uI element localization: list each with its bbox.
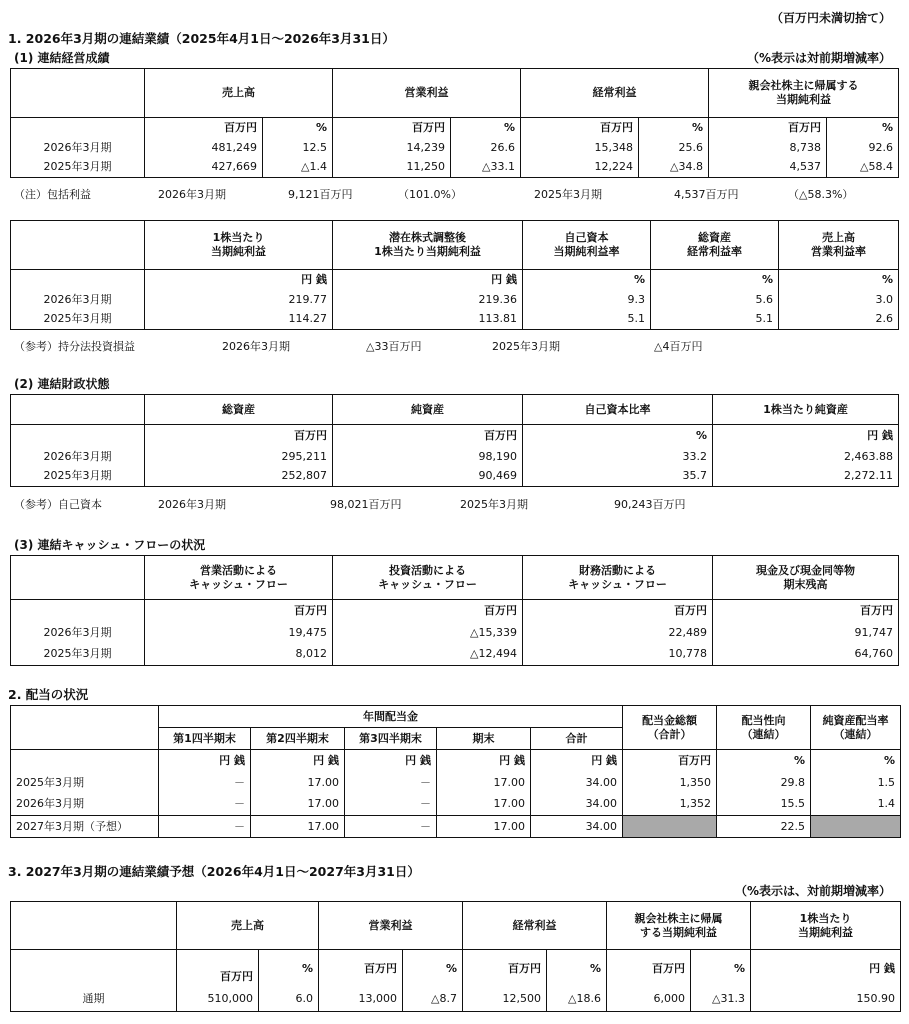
table-row bbox=[11, 290, 899, 310]
forecast-row bbox=[11, 816, 901, 838]
note-year: 2026年3月期 bbox=[222, 340, 290, 353]
unit-row bbox=[11, 118, 899, 138]
value-cell: 150.90 bbox=[751, 988, 901, 1012]
unit-row bbox=[11, 425, 899, 447]
note-year: 2026年3月期 bbox=[158, 498, 226, 511]
unit-cell: 百万円 bbox=[333, 425, 523, 447]
header-roa: 総資産 経常利益率 bbox=[651, 221, 779, 270]
note-percent: （△58.3%） bbox=[788, 188, 854, 201]
value-cell: － bbox=[159, 816, 251, 838]
unit-cell: 百万円 bbox=[607, 950, 691, 988]
value-cell: 26.6 bbox=[451, 138, 521, 158]
unit-cell: % bbox=[691, 950, 751, 988]
note-label: （注）包括利益 bbox=[14, 188, 91, 201]
value-cell: － bbox=[159, 772, 251, 794]
percent-note: （%表示は、対前期増減率） bbox=[734, 884, 891, 898]
header-q2: 第2四半期末 bbox=[251, 728, 345, 750]
unit-cell: % bbox=[651, 270, 779, 290]
value-cell: 1,352 bbox=[623, 794, 717, 816]
unit-cell: 百万円 bbox=[333, 118, 451, 138]
unit-row bbox=[11, 600, 899, 622]
note-label: （参考）自己資本 bbox=[14, 498, 102, 511]
cash-flow-table bbox=[10, 555, 899, 666]
unit-cell: 百万円 bbox=[463, 950, 547, 988]
value-cell: 33.2 bbox=[523, 447, 713, 467]
unit-cell: 百万円 bbox=[145, 118, 263, 138]
corner-cell bbox=[11, 221, 145, 270]
corner-cell bbox=[11, 69, 145, 118]
value-cell: 219.36 bbox=[333, 290, 523, 310]
unit-cell: 百万円 bbox=[623, 750, 717, 772]
value-cell: 34.00 bbox=[531, 772, 623, 794]
header-net-sales: 売上高 bbox=[177, 902, 319, 950]
header-total-assets: 総資産 bbox=[145, 395, 333, 425]
header-net-income: 親会社株主に帰属 する当期純利益 bbox=[607, 902, 751, 950]
header-eps: 1株当たり 当期純利益 bbox=[751, 902, 901, 950]
header-total: 合計 bbox=[531, 728, 623, 750]
value-cell: 13,000 bbox=[319, 988, 403, 1012]
header-investing-cf: 投資活動による キャッシュ・フロー bbox=[333, 556, 523, 600]
row-label: 2026年3月期 bbox=[11, 447, 145, 467]
value-cell: 5.6 bbox=[651, 290, 779, 310]
unit-cell: 百万円 bbox=[709, 118, 827, 138]
header-year-end: 期末 bbox=[437, 728, 531, 750]
unit-cell: 円 銭 bbox=[145, 270, 333, 290]
per-share-table bbox=[10, 220, 899, 330]
value-cell: 15.5 bbox=[717, 794, 811, 816]
value-cell: 17.00 bbox=[251, 816, 345, 838]
value-cell: 10,778 bbox=[523, 644, 713, 666]
value-cell: 3.0 bbox=[779, 290, 899, 310]
value-cell: 1.5 bbox=[811, 772, 901, 794]
value-cell: 295,211 bbox=[145, 447, 333, 467]
value-cell: 2,272.11 bbox=[713, 467, 899, 487]
value-cell: 14,239 bbox=[333, 138, 451, 158]
value-cell: 92.6 bbox=[827, 138, 899, 158]
table-row bbox=[11, 447, 899, 467]
value-cell: － bbox=[345, 772, 437, 794]
unit-note: （百万円未満切捨て） bbox=[770, 11, 891, 25]
note-year: 2025年3月期 bbox=[534, 188, 602, 201]
table-row bbox=[11, 310, 899, 330]
shaded-cell bbox=[811, 816, 901, 838]
corner-cell bbox=[11, 556, 145, 600]
unit-cell: 円 銭 bbox=[531, 750, 623, 772]
unit-cell: 百万円 bbox=[521, 118, 639, 138]
value-cell: 34.00 bbox=[531, 816, 623, 838]
header-row bbox=[11, 395, 899, 425]
header-equity-ratio: 自己資本比率 bbox=[523, 395, 713, 425]
value-cell: 2.6 bbox=[779, 310, 899, 330]
header-total-dividends: 配当金総額 （合計） bbox=[623, 706, 717, 750]
unit-cell: 百万円 bbox=[319, 950, 403, 988]
note-percent: （101.0%） bbox=[398, 188, 462, 201]
unit-cell: 円 銭 bbox=[751, 950, 901, 988]
unit-cell: 百万円 bbox=[333, 600, 523, 622]
value-cell: △31.3 bbox=[691, 988, 751, 1012]
value-cell: 510,000 bbox=[177, 988, 259, 1012]
percent-note: （%表示は対前期増減率） bbox=[746, 51, 891, 65]
header-row bbox=[11, 706, 901, 728]
unit-cell: 円 銭 bbox=[159, 750, 251, 772]
row-label-blank bbox=[11, 600, 145, 622]
value-cell: 35.7 bbox=[523, 467, 713, 487]
unit-cell: % bbox=[259, 950, 319, 988]
unit-cell: % bbox=[547, 950, 607, 988]
unit-cell: % bbox=[717, 750, 811, 772]
value-cell: 12.5 bbox=[263, 138, 333, 158]
note-value: 98,021百万円 bbox=[330, 498, 402, 511]
header-annual-dividend: 年間配当金 bbox=[159, 706, 623, 728]
table-row bbox=[11, 622, 899, 644]
table-row bbox=[11, 467, 899, 487]
unit-cell: % bbox=[811, 750, 901, 772]
row-label: 2025年3月期 bbox=[11, 772, 159, 794]
unit-row bbox=[11, 950, 901, 988]
row-label-blank bbox=[11, 950, 177, 988]
row-label: 2026年3月期 bbox=[11, 622, 145, 644]
value-cell: 6.0 bbox=[259, 988, 319, 1012]
note-value: 4,537百万円 bbox=[674, 188, 739, 201]
value-cell: △33.1 bbox=[451, 158, 521, 178]
row-label: 2025年3月期 bbox=[11, 310, 145, 330]
header-payout-ratio: 配当性向 （連結） bbox=[717, 706, 811, 750]
unit-cell: 百万円 bbox=[145, 425, 333, 447]
value-cell: △12,494 bbox=[333, 644, 523, 666]
value-cell: 19,475 bbox=[145, 622, 333, 644]
unit-cell: % bbox=[639, 118, 709, 138]
value-cell: 8,738 bbox=[709, 138, 827, 158]
financial-position-table bbox=[10, 394, 899, 487]
unit-cell: 円 銭 bbox=[251, 750, 345, 772]
operating-results-table bbox=[10, 68, 899, 178]
row-label: 2025年3月期 bbox=[11, 644, 145, 666]
value-cell: 64,760 bbox=[713, 644, 899, 666]
row-label: 2026年3月期 bbox=[11, 290, 145, 310]
table-row bbox=[11, 644, 899, 666]
unit-cell: 百万円 bbox=[713, 600, 899, 622]
value-cell: △15,339 bbox=[333, 622, 523, 644]
value-cell: △58.4 bbox=[827, 158, 899, 178]
value-cell: △34.8 bbox=[639, 158, 709, 178]
value-cell: 5.1 bbox=[651, 310, 779, 330]
value-cell: － bbox=[345, 794, 437, 816]
unit-cell: 百万円 bbox=[145, 600, 333, 622]
value-cell: 8,012 bbox=[145, 644, 333, 666]
header-q1: 第1四半期末 bbox=[159, 728, 251, 750]
unit-cell: % bbox=[403, 950, 463, 988]
value-cell: 17.00 bbox=[437, 816, 531, 838]
value-cell: 5.1 bbox=[523, 310, 651, 330]
value-cell: 25.6 bbox=[639, 138, 709, 158]
value-cell: 17.00 bbox=[437, 794, 531, 816]
financial-position-subtitle: (2) 連結財政状態 bbox=[14, 377, 110, 391]
value-cell: － bbox=[159, 794, 251, 816]
header-net-assets: 純資産 bbox=[333, 395, 523, 425]
value-cell: 1,350 bbox=[623, 772, 717, 794]
note-year: 2025年3月期 bbox=[460, 498, 528, 511]
header-net-income: 親会社株主に帰属する 当期純利益 bbox=[709, 69, 899, 118]
row-label-blank bbox=[11, 750, 159, 772]
header-operating-cf: 営業活動による キャッシュ・フロー bbox=[145, 556, 333, 600]
header-row bbox=[11, 221, 899, 270]
unit-cell: % bbox=[827, 118, 899, 138]
value-cell: 17.00 bbox=[437, 772, 531, 794]
value-cell: 252,807 bbox=[145, 467, 333, 487]
row-label-blank bbox=[11, 425, 145, 447]
value-cell: － bbox=[345, 816, 437, 838]
value-cell: 114.27 bbox=[145, 310, 333, 330]
value-cell: △1.4 bbox=[263, 158, 333, 178]
table-row bbox=[11, 794, 901, 816]
cash-flow-subtitle: (3) 連結キャッシュ・フローの状況 bbox=[14, 538, 206, 552]
header-ordinary-profit: 経常利益 bbox=[521, 69, 709, 118]
dividends-table bbox=[10, 705, 901, 838]
unit-cell: % bbox=[263, 118, 333, 138]
row-label: 2026年3月期 bbox=[11, 138, 145, 158]
row-label: 2025年3月期 bbox=[11, 467, 145, 487]
table-row bbox=[11, 772, 901, 794]
corner-cell bbox=[11, 395, 145, 425]
row-label: 通期 bbox=[11, 988, 177, 1012]
table-row bbox=[11, 158, 899, 178]
unit-cell: 百万円 bbox=[177, 950, 259, 988]
value-cell: 90,469 bbox=[333, 467, 523, 487]
row-label-blank bbox=[11, 270, 145, 290]
value-cell: 2,463.88 bbox=[713, 447, 899, 467]
table-row bbox=[11, 988, 901, 1012]
header-operating-profit: 営業利益 bbox=[319, 902, 463, 950]
unit-cell: 円 銭 bbox=[713, 425, 899, 447]
header-cash-balance: 現金及び現金同等物 期末残高 bbox=[713, 556, 899, 600]
value-cell: 6,000 bbox=[607, 988, 691, 1012]
value-cell: 4,537 bbox=[709, 158, 827, 178]
value-cell: 91,747 bbox=[713, 622, 899, 644]
unit-cell: 百万円 bbox=[523, 600, 713, 622]
header-q3: 第3四半期末 bbox=[345, 728, 437, 750]
note-value: △33百万円 bbox=[366, 340, 422, 353]
header-roe: 自己資本 当期純利益率 bbox=[523, 221, 651, 270]
value-cell: 113.81 bbox=[333, 310, 523, 330]
note-value: △4百万円 bbox=[654, 340, 703, 353]
row-label: 2025年3月期 bbox=[11, 158, 145, 178]
value-cell: 9.3 bbox=[523, 290, 651, 310]
table-row bbox=[11, 138, 899, 158]
header-operating-margin: 売上高 営業利益率 bbox=[779, 221, 899, 270]
unit-row bbox=[11, 750, 901, 772]
corner-cell bbox=[11, 706, 159, 750]
value-cell: 12,224 bbox=[521, 158, 639, 178]
header-bps: 1株当たり純資産 bbox=[713, 395, 899, 425]
value-cell: 15,348 bbox=[521, 138, 639, 158]
section-1-title: 1. 2026年3月期の連結業績（2025年4月1日～2026年3月31日） bbox=[8, 31, 395, 46]
value-cell: 29.8 bbox=[717, 772, 811, 794]
header-net-sales: 売上高 bbox=[145, 69, 333, 118]
header-eps: 1株当たり 当期純利益 bbox=[145, 221, 333, 270]
section-2-title: 2. 配当の状況 bbox=[8, 687, 89, 702]
header-row bbox=[11, 902, 901, 950]
row-label-blank bbox=[11, 118, 145, 138]
value-cell: 12,500 bbox=[463, 988, 547, 1012]
note-label: （参考）持分法投資損益 bbox=[14, 340, 135, 353]
header-financing-cf: 財務活動による キャッシュ・フロー bbox=[523, 556, 713, 600]
note-value: 9,121百万円 bbox=[288, 188, 353, 201]
unit-cell: 円 銭 bbox=[333, 270, 523, 290]
section-3-title: 3. 2027年3月期の連結業績予想（2026年4月1日～2027年3月31日） bbox=[8, 864, 420, 879]
value-cell: 22.5 bbox=[717, 816, 811, 838]
header-row bbox=[11, 556, 899, 600]
header-ordinary-profit: 経常利益 bbox=[463, 902, 607, 950]
header-dividend-on-equity: 純資産配当率 （連結） bbox=[811, 706, 901, 750]
unit-cell: 円 銭 bbox=[437, 750, 531, 772]
value-cell: △18.6 bbox=[547, 988, 607, 1012]
value-cell: 34.00 bbox=[531, 794, 623, 816]
unit-cell: % bbox=[451, 118, 521, 138]
row-label: 2027年3月期（予想） bbox=[11, 816, 159, 838]
header-operating-profit: 営業利益 bbox=[333, 69, 521, 118]
note-value: 90,243百万円 bbox=[614, 498, 686, 511]
value-cell: 22,489 bbox=[523, 622, 713, 644]
value-cell: 98,190 bbox=[333, 447, 523, 467]
value-cell: 11,250 bbox=[333, 158, 451, 178]
unit-cell: % bbox=[523, 425, 713, 447]
value-cell: △8.7 bbox=[403, 988, 463, 1012]
unit-cell: % bbox=[779, 270, 899, 290]
value-cell: 481,249 bbox=[145, 138, 263, 158]
unit-row bbox=[11, 270, 899, 290]
row-label: 2026年3月期 bbox=[11, 794, 159, 816]
note-year: 2026年3月期 bbox=[158, 188, 226, 201]
value-cell: 219.77 bbox=[145, 290, 333, 310]
forecast-table bbox=[10, 901, 901, 1012]
value-cell: 17.00 bbox=[251, 794, 345, 816]
header-row bbox=[11, 69, 899, 118]
value-cell: 427,669 bbox=[145, 158, 263, 178]
corner-cell bbox=[11, 902, 177, 950]
header-diluted-eps: 潜在株式調整後 1株当たり当期純利益 bbox=[333, 221, 523, 270]
unit-cell: % bbox=[523, 270, 651, 290]
value-cell: 17.00 bbox=[251, 772, 345, 794]
value-cell: 1.4 bbox=[811, 794, 901, 816]
unit-cell: 円 銭 bbox=[345, 750, 437, 772]
shaded-cell bbox=[623, 816, 717, 838]
note-year: 2025年3月期 bbox=[492, 340, 560, 353]
operating-results-subtitle: (1) 連結経営成績 bbox=[14, 51, 110, 65]
